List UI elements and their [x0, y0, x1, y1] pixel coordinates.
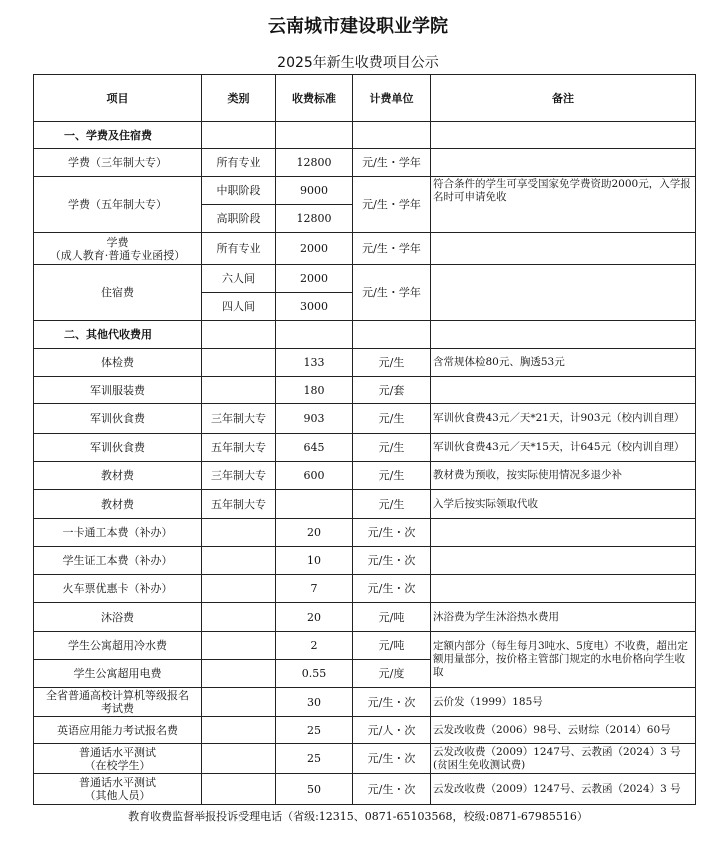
- category-cell: 四人间: [202, 293, 276, 321]
- item-cell: [34, 688, 202, 717]
- unit-cell: 元/度: [353, 660, 431, 688]
- item-line: 普通话水平测试: [79, 776, 156, 789]
- item-cell: 学生证工本费（补办）: [34, 547, 202, 575]
- standard-cell: 12800: [276, 205, 353, 233]
- table-row: [34, 149, 696, 177]
- unit-cell: 元/生・学年: [353, 265, 431, 321]
- unit-cell: 元/生: [353, 462, 431, 490]
- section-title: 二、其他代收费用: [34, 321, 202, 349]
- note-cell: 沐浴费为学生沐浴热水费用: [431, 603, 696, 632]
- standard-cell: 25: [276, 717, 353, 744]
- item-cell: 学费（三年制大专）: [34, 149, 202, 177]
- table-row: [34, 177, 696, 205]
- unit-cell: 元/生・次: [353, 575, 431, 603]
- table-row: [34, 462, 696, 490]
- item-line: （在校学生）: [84, 758, 151, 772]
- unit-cell: 元/套: [353, 377, 431, 404]
- unit-cell: 元/生: [353, 490, 431, 519]
- item-line: 普通话水平测试: [79, 745, 156, 759]
- item-cell: [34, 233, 202, 265]
- category-cell: 三年制大专: [202, 404, 276, 434]
- table-row: [34, 603, 696, 632]
- header-unit: 计费单位: [353, 75, 431, 122]
- standard-cell: 20: [276, 519, 353, 547]
- item-line: 考试费: [101, 702, 134, 715]
- note-cell: 云发改收费（2009）1247号、云教函（2024）3 号(贫困生免收测试费): [431, 744, 696, 774]
- standard-cell: 20: [276, 603, 353, 632]
- item-cell: 英语应用能力考试报名费: [34, 717, 202, 744]
- standard-cell: 2000: [276, 233, 353, 265]
- item-cell: 学生公寓超用电费: [34, 660, 202, 688]
- unit-cell: 元/生: [353, 434, 431, 462]
- table-row: [34, 774, 696, 805]
- unit-cell: 元/生・次: [353, 547, 431, 575]
- table-row: [34, 434, 696, 462]
- note-cell: 符合条件的学生可享受国家免学费资助2000元，入学报名时可申请免收: [431, 177, 696, 233]
- item-cell: 一卡通工本费（补办）: [34, 519, 202, 547]
- note-cell: 云发改收费（2009）1247号、云教函（2024）3 号: [431, 774, 696, 805]
- item-cell: 沐浴费: [34, 603, 202, 632]
- note-cell: 入学后按实际领取代收: [431, 490, 696, 519]
- item-cell: 学生公寓超用冷水费: [34, 632, 202, 660]
- table-row: [34, 575, 696, 603]
- unit-cell: 元/吨: [353, 603, 431, 632]
- unit-cell: 元/生・次: [353, 519, 431, 547]
- standard-cell: 10: [276, 547, 353, 575]
- table-row: [34, 632, 696, 660]
- standard-cell: 2: [276, 632, 353, 660]
- unit-cell: 元/生・次: [353, 688, 431, 717]
- standard-cell: 133: [276, 349, 353, 377]
- standard-cell: 0.55: [276, 660, 353, 688]
- table-row: [34, 519, 696, 547]
- category-cell: 中职阶段: [202, 177, 276, 205]
- standard-cell: 12800: [276, 149, 353, 177]
- standard-cell: 600: [276, 462, 353, 490]
- item-cell: 军训伙食费: [34, 404, 202, 434]
- table-row: [34, 717, 696, 744]
- unit-cell: 元/生・学年: [353, 177, 431, 233]
- note-cell: 云价发（1999）185号: [431, 688, 696, 717]
- table-row: [34, 688, 696, 717]
- note-cell: 军训伙食费43元／天*21天，计903元（校内训自理）: [431, 404, 696, 434]
- note-cell: 教材费为预收，按实际使用情况多退少补: [431, 462, 696, 490]
- standard-cell: 50: [276, 774, 353, 805]
- table-row: [34, 265, 696, 293]
- table-row: [34, 547, 696, 575]
- section-row: [34, 122, 696, 149]
- category-cell: 所有专业: [202, 149, 276, 177]
- unit-cell: 元/生・学年: [353, 149, 431, 177]
- standard-cell: 9000: [276, 177, 353, 205]
- header-item: 项目: [34, 75, 202, 122]
- unit-cell: 元/生・学年: [353, 233, 431, 265]
- standard-cell: 3000: [276, 293, 353, 321]
- standard-cell: 30: [276, 688, 353, 717]
- item-cell: 军训伙食费: [34, 434, 202, 462]
- category-cell: 所有专业: [202, 233, 276, 265]
- table-header-row: [34, 75, 696, 122]
- unit-cell: 元/生・次: [353, 774, 431, 805]
- category-cell: 五年制大专: [202, 490, 276, 519]
- section-row: [34, 321, 696, 349]
- category-cell: 六人间: [202, 265, 276, 293]
- item-line: （成人教育·普通专业函授）: [49, 248, 186, 262]
- item-cell: 火车票优惠卡（补办）: [34, 575, 202, 603]
- item-cell: [34, 774, 202, 805]
- unit-cell: 元/生: [353, 349, 431, 377]
- standard-cell: 180: [276, 377, 353, 404]
- item-cell: 体检费: [34, 349, 202, 377]
- unit-cell: 元/生・次: [353, 744, 431, 774]
- table-row: [34, 233, 696, 265]
- item-cell: 军训服装费: [34, 377, 202, 404]
- table-row: [34, 377, 696, 404]
- page-title: 云南城市建设职业学院: [268, 16, 448, 37]
- table-row: [34, 404, 696, 434]
- item-cell: 教材费: [34, 462, 202, 490]
- item-line: 学费: [106, 235, 129, 249]
- header-standard: 收费标准: [276, 75, 353, 122]
- item-cell: 住宿费: [34, 265, 202, 321]
- table-row: [34, 349, 696, 377]
- standard-cell: 7: [276, 575, 353, 603]
- item-cell: [34, 744, 202, 774]
- category-cell: 五年制大专: [202, 434, 276, 462]
- standard-cell: 2000: [276, 265, 353, 293]
- header-note: 备注: [431, 75, 696, 122]
- table-row: [34, 744, 696, 774]
- unit-cell: 元/生: [353, 404, 431, 434]
- category-cell: 三年制大专: [202, 462, 276, 490]
- standard-cell: 903: [276, 404, 353, 434]
- note-cell: 含常规体检80元、胸透53元: [431, 349, 696, 377]
- note-cell: 定额内部分（每生每月3吨水、5度电）不收费，超出定额用量部分，按价格主管部门规定的水电价格向学生收取: [431, 632, 696, 688]
- table-row: [34, 490, 696, 519]
- item-line: （其他人员）: [84, 789, 151, 802]
- unit-cell: 元/人・次: [353, 717, 431, 744]
- item-line: 全省普通高校计算机等级报名: [46, 689, 189, 702]
- note-cell: 军训伙食费43元／天*15天，计645元（校内训自理）: [431, 434, 696, 462]
- page-subtitle: 2025年新生收费项目公示: [277, 55, 439, 71]
- note-cell: 云发改收费（2006）98号、云财综（2014）60号: [431, 717, 696, 744]
- standard-cell: 25: [276, 744, 353, 774]
- category-cell: 高职阶段: [202, 205, 276, 233]
- item-cell: 教材费: [34, 490, 202, 519]
- standard-cell: 645: [276, 434, 353, 462]
- fee-table: [33, 74, 696, 805]
- header-category: 类别: [202, 75, 276, 122]
- unit-cell: 元/吨: [353, 632, 431, 660]
- complaint-hotline-footer: 教育收费监督举报投诉受理电话（省级:12315、0871-65103568，校级:0871-67985516）: [128, 810, 588, 823]
- item-cell: 学费（五年制大专）: [34, 177, 202, 233]
- section-title: 一、学费及住宿费: [34, 122, 202, 149]
